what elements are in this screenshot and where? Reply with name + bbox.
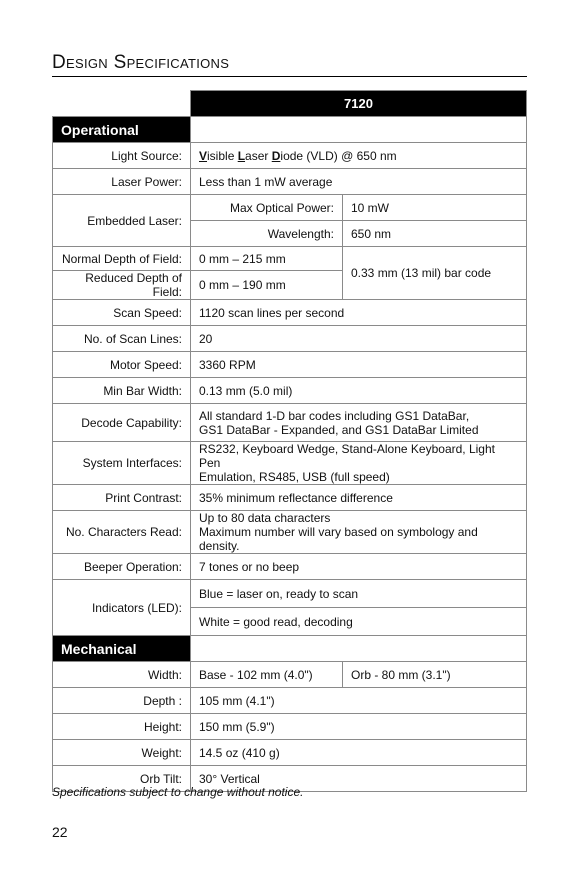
section-header-mechanical: Mechanical <box>53 636 191 662</box>
row-value: 150 mm (5.9") <box>191 714 527 740</box>
table-row <box>53 378 527 404</box>
model-header: 7120 <box>191 91 527 117</box>
row-value: Orb - 80 mm (3.1") <box>343 662 527 688</box>
value-line: All standard 1-D bar codes including GS1 DataBar, <box>199 408 470 423</box>
section-mechanical <box>53 636 527 662</box>
row-value: 1120 scan lines per second <box>191 300 527 326</box>
row-label: Beeper Operation: <box>53 554 191 580</box>
row-label: System Interfaces: <box>53 442 191 485</box>
table-row <box>53 326 527 352</box>
text-fragment: aser <box>245 148 272 163</box>
sub-label: Wavelength: <box>191 221 343 247</box>
spec-table <box>52 90 527 792</box>
title-rest-1: esign <box>66 52 108 73</box>
row-value <box>191 442 527 485</box>
table-row <box>53 195 527 221</box>
row-value: 30° Vertical <box>191 766 527 792</box>
row-label: Indicators (LED): <box>53 580 191 636</box>
row-value: 14.5 oz (410 g) <box>191 740 527 766</box>
page-number: 22 <box>52 824 68 840</box>
row-label: Orb Tilt: <box>53 766 191 792</box>
title-initial-1: D <box>52 52 67 73</box>
section-fill <box>191 636 527 662</box>
row-value <box>191 143 527 169</box>
title-initial-2: S <box>113 52 127 73</box>
emphasis-letter: V <box>199 148 208 163</box>
text-fragment: isible <box>207 148 238 163</box>
row-value: 35% minimum reflectance difference <box>191 485 527 511</box>
row-label: Width: <box>53 662 191 688</box>
row-label: Height: <box>53 714 191 740</box>
row-label: Min Bar Width: <box>53 378 191 404</box>
table-row <box>53 404 527 442</box>
blank-corner <box>53 91 191 117</box>
value-line: GS1 DataBar - Expanded, and GS1 DataBar Limited <box>199 422 479 437</box>
section-fill <box>191 117 527 143</box>
table-row <box>53 662 527 688</box>
table-row <box>53 300 527 326</box>
section-operational <box>53 117 527 143</box>
emphasis-letter: D <box>271 148 281 163</box>
row-label: Reduced Depth of Field: <box>53 271 191 300</box>
row-label: Light Source: <box>53 143 191 169</box>
value-line: Maximum number will vary based on symbology and density. <box>199 525 478 553</box>
sub-label: Max Optical Power: <box>191 195 343 221</box>
row-value: White = good read, decoding <box>191 608 527 636</box>
emphasis-letter: L <box>237 148 246 163</box>
table-row <box>53 714 527 740</box>
row-label: No. Characters Read: <box>53 511 191 554</box>
row-value: Less than 1 mW average <box>191 169 527 195</box>
value-line: Up to 80 data characters <box>199 511 331 525</box>
row-value <box>191 404 527 442</box>
value-line: Emulation, RS485, USB (full speed) <box>199 470 390 484</box>
row-value: Base - 102 mm (4.0") <box>191 662 343 688</box>
table-row <box>53 740 527 766</box>
row-label: Normal Depth of Field: <box>53 247 191 271</box>
table-row <box>53 143 527 169</box>
page-title <box>52 52 527 77</box>
row-value <box>191 511 527 554</box>
table-row <box>53 442 527 485</box>
value-line: RS232, Keyboard Wedge, Stand-Alone Keyboard, Light Pen <box>199 442 495 470</box>
table-row <box>53 485 527 511</box>
row-label: No. of Scan Lines: <box>53 326 191 352</box>
row-value: 7 tones or no beep <box>191 554 527 580</box>
table-row <box>53 169 527 195</box>
row-value: 105 mm (4.1") <box>191 688 527 714</box>
row-value: 0 mm – 215 mm <box>191 247 343 271</box>
row-label: Laser Power: <box>53 169 191 195</box>
row-label: Embedded Laser: <box>53 195 191 247</box>
row-label: Depth : <box>53 688 191 714</box>
table-row <box>53 247 527 271</box>
row-label: Weight: <box>53 740 191 766</box>
table-row <box>53 511 527 554</box>
row-value: 0.13 mm (5.0 mil) <box>191 378 527 404</box>
section-header-operational: Operational <box>53 117 191 143</box>
table-row <box>53 688 527 714</box>
row-label: Decode Capability: <box>53 404 191 442</box>
row-value: 20 <box>191 326 527 352</box>
row-label: Print Contrast: <box>53 485 191 511</box>
table-row <box>53 554 527 580</box>
title-rest-2: pecifications <box>126 52 230 73</box>
row-label: Scan Speed: <box>53 300 191 326</box>
sub-value: 10 mW <box>343 195 527 221</box>
row-label: Motor Speed: <box>53 352 191 378</box>
row-value: Blue = laser on, ready to scan <box>191 580 527 608</box>
dof-barcode: 0.33 mm (13 mil) bar code <box>343 247 527 300</box>
sub-value: 650 nm <box>343 221 527 247</box>
row-value: 3360 RPM <box>191 352 527 378</box>
column-header-row <box>53 91 527 117</box>
table-row <box>53 580 527 608</box>
row-value: 0 mm – 190 mm <box>191 271 343 300</box>
footnote: Specifications subject to change without notice. <box>52 785 304 799</box>
table-row <box>53 352 527 378</box>
text-fragment: iode (VLD) @ 650 nm <box>280 148 397 163</box>
